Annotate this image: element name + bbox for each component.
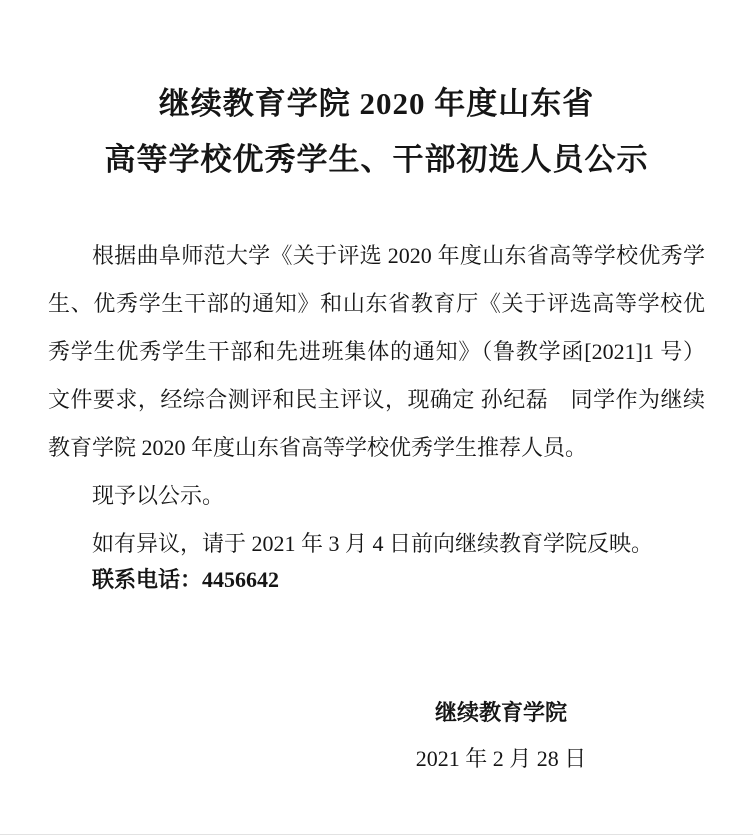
signature-block bbox=[351, 690, 651, 782]
paragraph-selection-basis: 根据曲阜师范大学《关于评选 2020 年度山东省高等学校优秀学生、优秀学生干部的通知》和山东省教育厅《关于评选高等学校优秀学生优秀学生干部和先进班集体的通知》（鲁教学函[2021]1 号）文件要求，经综合测评和民主评议，现确定 孙纪磊 同学作为继续教育学院 2020 年度山东省高等学校优秀学生推荐人员。 bbox=[48, 243, 705, 460]
paragraph-public-announcement: 现予以公示。 bbox=[92, 483, 225, 508]
signature-org-name: 继续教育学院 bbox=[434, 700, 567, 725]
paragraph-objection-notice: 如有异议，请于 2021 年 3 月 4 日前向继续教育学院反映。 bbox=[92, 531, 654, 556]
document-title-line1: 继续教育学院 2020 年度山东省 bbox=[158, 86, 595, 121]
page-bottom-divider bbox=[0, 834, 753, 835]
document-title-line2: 高等学校优秀学生、干部初选人员公示 bbox=[104, 142, 649, 177]
signature-date: 2021 年 2 月 28 日 bbox=[415, 746, 587, 771]
document-body bbox=[48, 232, 705, 598]
contact-phone-line: 联系电话：4456642 bbox=[92, 567, 280, 592]
document-title bbox=[0, 0, 753, 188]
